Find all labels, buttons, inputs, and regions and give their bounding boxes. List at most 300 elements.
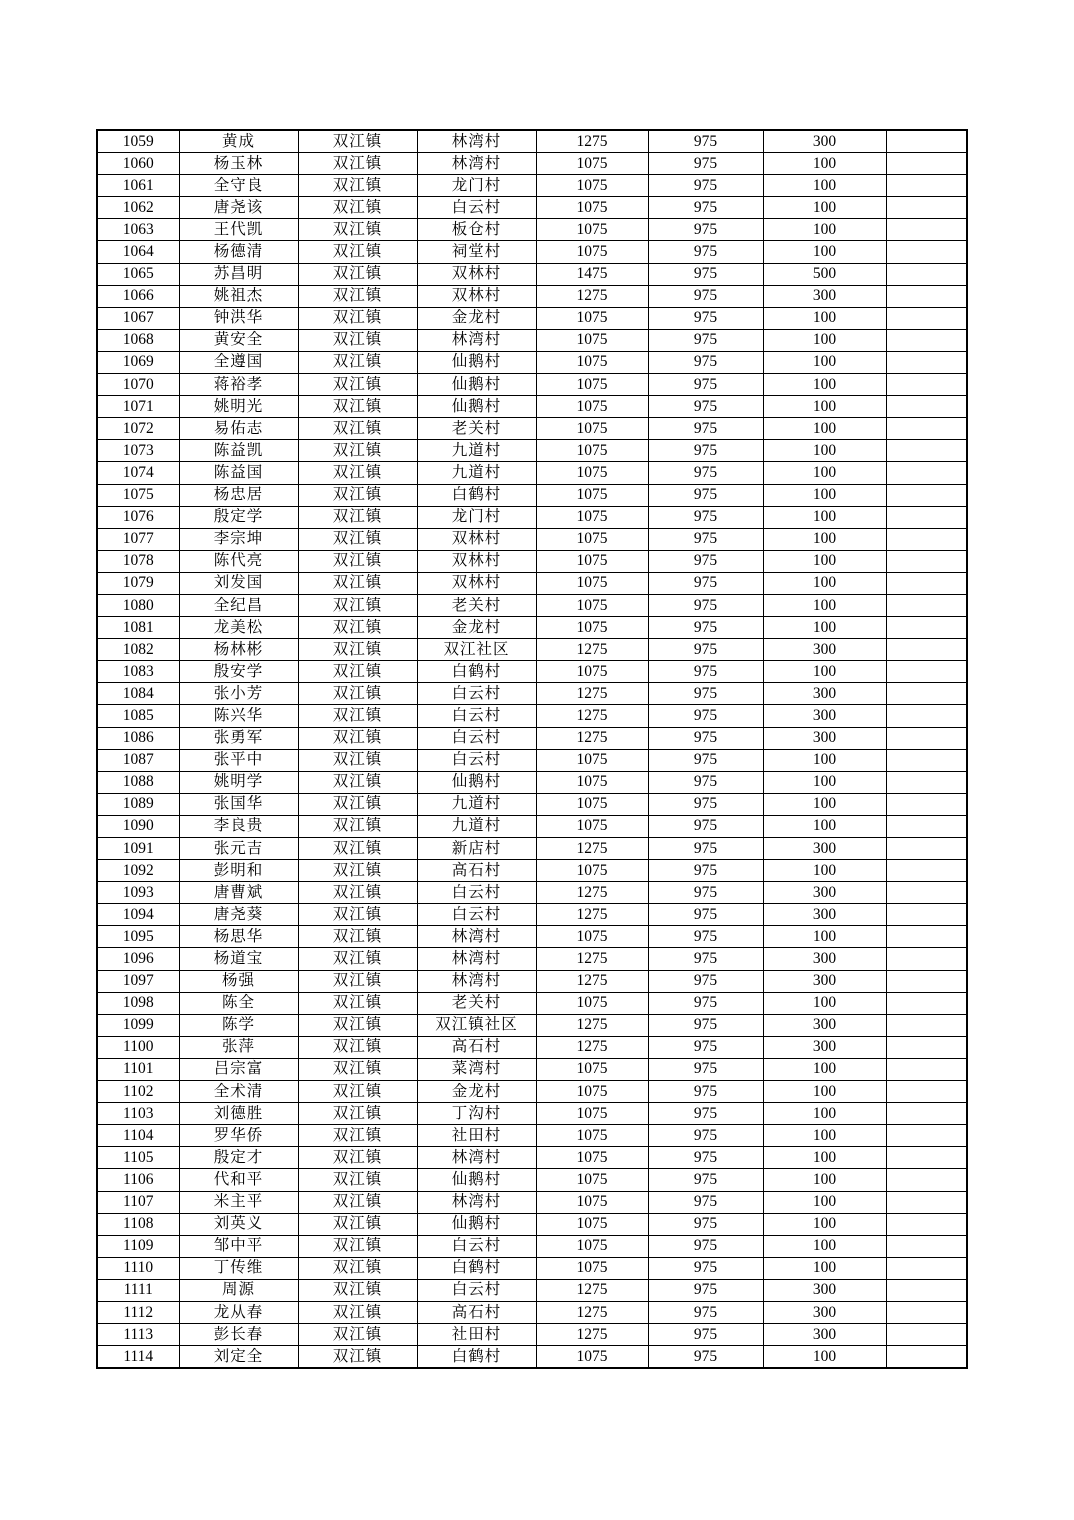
cell-remark bbox=[886, 661, 967, 683]
cell-village: 林湾村 bbox=[417, 1191, 536, 1213]
cell-village: 丁沟村 bbox=[417, 1103, 536, 1125]
cell-index: 1094 bbox=[97, 904, 179, 926]
cell-town: 双江镇 bbox=[298, 440, 417, 462]
cell-village: 仙鹅村 bbox=[417, 396, 536, 418]
cell-name: 姚明学 bbox=[179, 771, 298, 793]
cell-town: 双江镇 bbox=[298, 506, 417, 528]
cell-village: 白鹤村 bbox=[417, 1257, 536, 1279]
cell-amount-total: 1075 bbox=[536, 440, 648, 462]
cell-amount-base: 975 bbox=[648, 661, 763, 683]
cell-amount-total: 1275 bbox=[536, 705, 648, 727]
cell-name: 罗华侨 bbox=[179, 1125, 298, 1147]
cell-index: 1091 bbox=[97, 838, 179, 860]
cell-amount-base: 975 bbox=[648, 506, 763, 528]
table-row bbox=[97, 771, 967, 793]
cell-name: 杨玉林 bbox=[179, 153, 298, 175]
cell-amount-extra: 100 bbox=[763, 1081, 886, 1103]
cell-name: 陈代亮 bbox=[179, 550, 298, 572]
cell-village: 双林村 bbox=[417, 550, 536, 572]
table-row bbox=[97, 374, 967, 396]
table-row bbox=[97, 1058, 967, 1080]
cell-town: 双江镇 bbox=[298, 285, 417, 307]
cell-amount-total: 1075 bbox=[536, 860, 648, 882]
cell-amount-extra: 100 bbox=[763, 484, 886, 506]
table-row bbox=[97, 1346, 967, 1369]
cell-town: 双江镇 bbox=[298, 594, 417, 616]
table-row bbox=[97, 1235, 967, 1257]
cell-index: 1104 bbox=[97, 1125, 179, 1147]
cell-amount-total: 1275 bbox=[536, 285, 648, 307]
cell-amount-extra: 100 bbox=[763, 1169, 886, 1191]
cell-amount-base: 975 bbox=[648, 1147, 763, 1169]
cell-town: 双江镇 bbox=[298, 1125, 417, 1147]
cell-village: 双林村 bbox=[417, 528, 536, 550]
cell-amount-extra: 100 bbox=[763, 175, 886, 197]
cell-village: 老关村 bbox=[417, 992, 536, 1014]
cell-amount-extra: 100 bbox=[763, 661, 886, 683]
cell-village: 老关村 bbox=[417, 418, 536, 440]
cell-amount-total: 1075 bbox=[536, 992, 648, 1014]
cell-remark bbox=[886, 727, 967, 749]
cell-town: 双江镇 bbox=[298, 130, 417, 153]
cell-village: 高石村 bbox=[417, 860, 536, 882]
cell-index: 1076 bbox=[97, 506, 179, 528]
cell-name: 姚明光 bbox=[179, 396, 298, 418]
cell-town: 双江镇 bbox=[298, 1191, 417, 1213]
cell-amount-extra: 100 bbox=[763, 418, 886, 440]
cell-village: 林湾村 bbox=[417, 1147, 536, 1169]
table-row bbox=[97, 175, 967, 197]
cell-village: 高石村 bbox=[417, 1301, 536, 1323]
cell-remark bbox=[886, 1125, 967, 1147]
cell-amount-extra: 300 bbox=[763, 130, 886, 153]
cell-village: 板仓村 bbox=[417, 219, 536, 241]
cell-name: 李宗坤 bbox=[179, 528, 298, 550]
cell-index: 1061 bbox=[97, 175, 179, 197]
cell-index: 1100 bbox=[97, 1036, 179, 1058]
cell-amount-base: 975 bbox=[648, 153, 763, 175]
cell-village: 双江镇社区 bbox=[417, 1014, 536, 1036]
cell-amount-extra: 300 bbox=[763, 1036, 886, 1058]
cell-remark bbox=[886, 440, 967, 462]
cell-village: 白鹤村 bbox=[417, 1346, 536, 1369]
cell-amount-base: 975 bbox=[648, 617, 763, 639]
cell-remark bbox=[886, 1147, 967, 1169]
cell-index: 1112 bbox=[97, 1301, 179, 1323]
cell-index: 1073 bbox=[97, 440, 179, 462]
cell-village: 白云村 bbox=[417, 705, 536, 727]
cell-amount-extra: 100 bbox=[763, 1103, 886, 1125]
cell-amount-total: 1075 bbox=[536, 197, 648, 219]
table-row bbox=[97, 1191, 967, 1213]
cell-amount-total: 1275 bbox=[536, 683, 648, 705]
cell-remark bbox=[886, 838, 967, 860]
cell-index: 1088 bbox=[97, 771, 179, 793]
cell-village: 双林村 bbox=[417, 285, 536, 307]
cell-amount-base: 975 bbox=[648, 1257, 763, 1279]
cell-amount-total: 1275 bbox=[536, 882, 648, 904]
cell-amount-base: 975 bbox=[648, 418, 763, 440]
table-body bbox=[97, 130, 967, 1368]
cell-name: 张元吉 bbox=[179, 838, 298, 860]
cell-remark bbox=[886, 329, 967, 351]
cell-amount-extra: 300 bbox=[763, 904, 886, 926]
cell-name: 刘英义 bbox=[179, 1213, 298, 1235]
cell-name: 张勇军 bbox=[179, 727, 298, 749]
cell-amount-base: 975 bbox=[648, 462, 763, 484]
table-row bbox=[97, 838, 967, 860]
cell-amount-base: 975 bbox=[648, 882, 763, 904]
cell-name: 黄成 bbox=[179, 130, 298, 153]
cell-name: 全术清 bbox=[179, 1081, 298, 1103]
table-row bbox=[97, 1257, 967, 1279]
cell-amount-extra: 100 bbox=[763, 1125, 886, 1147]
cell-name: 蒋裕孝 bbox=[179, 374, 298, 396]
cell-amount-base: 975 bbox=[648, 1324, 763, 1346]
cell-amount-extra: 300 bbox=[763, 882, 886, 904]
cell-amount-base: 975 bbox=[648, 572, 763, 594]
cell-amount-base: 975 bbox=[648, 1235, 763, 1257]
cell-amount-base: 975 bbox=[648, 594, 763, 616]
cell-town: 双江镇 bbox=[298, 1103, 417, 1125]
cell-amount-extra: 100 bbox=[763, 1235, 886, 1257]
cell-name: 张萍 bbox=[179, 1036, 298, 1058]
cell-village: 仙鹅村 bbox=[417, 1213, 536, 1235]
cell-village: 双江社区 bbox=[417, 639, 536, 661]
table-row bbox=[97, 617, 967, 639]
cell-index: 1077 bbox=[97, 528, 179, 550]
cell-index: 1105 bbox=[97, 1147, 179, 1169]
cell-amount-extra: 100 bbox=[763, 440, 886, 462]
cell-town: 双江镇 bbox=[298, 528, 417, 550]
cell-remark bbox=[886, 948, 967, 970]
cell-index: 1108 bbox=[97, 1213, 179, 1235]
cell-index: 1092 bbox=[97, 860, 179, 882]
cell-name: 黄安全 bbox=[179, 329, 298, 351]
cell-amount-extra: 100 bbox=[763, 1191, 886, 1213]
cell-amount-total: 1075 bbox=[536, 1125, 648, 1147]
table-row bbox=[97, 1324, 967, 1346]
cell-name: 刘定全 bbox=[179, 1346, 298, 1369]
cell-remark bbox=[886, 307, 967, 329]
table-row bbox=[97, 462, 967, 484]
cell-amount-base: 975 bbox=[648, 948, 763, 970]
cell-village: 老关村 bbox=[417, 594, 536, 616]
cell-amount-total: 1075 bbox=[536, 594, 648, 616]
cell-amount-extra: 300 bbox=[763, 1324, 886, 1346]
cell-amount-total: 1075 bbox=[536, 749, 648, 771]
cell-amount-extra: 100 bbox=[763, 594, 886, 616]
cell-name: 全守良 bbox=[179, 175, 298, 197]
cell-town: 双江镇 bbox=[298, 374, 417, 396]
cell-amount-extra: 300 bbox=[763, 970, 886, 992]
cell-remark bbox=[886, 153, 967, 175]
cell-index: 1086 bbox=[97, 727, 179, 749]
cell-town: 双江镇 bbox=[298, 1147, 417, 1169]
cell-index: 1060 bbox=[97, 153, 179, 175]
cell-remark bbox=[886, 285, 967, 307]
cell-amount-total: 1075 bbox=[536, 771, 648, 793]
cell-index: 1099 bbox=[97, 1014, 179, 1036]
cell-amount-base: 975 bbox=[648, 970, 763, 992]
cell-name: 杨忠居 bbox=[179, 484, 298, 506]
cell-amount-base: 975 bbox=[648, 263, 763, 285]
cell-amount-base: 975 bbox=[648, 727, 763, 749]
cell-index: 1072 bbox=[97, 418, 179, 440]
cell-amount-base: 975 bbox=[648, 1081, 763, 1103]
table-row bbox=[97, 153, 967, 175]
cell-amount-base: 975 bbox=[648, 1036, 763, 1058]
cell-village: 九道村 bbox=[417, 815, 536, 837]
cell-index: 1102 bbox=[97, 1081, 179, 1103]
cell-index: 1111 bbox=[97, 1279, 179, 1301]
cell-name: 杨强 bbox=[179, 970, 298, 992]
cell-amount-base: 975 bbox=[648, 1103, 763, 1125]
cell-amount-extra: 300 bbox=[763, 1279, 886, 1301]
cell-index: 1065 bbox=[97, 263, 179, 285]
cell-index: 1106 bbox=[97, 1169, 179, 1191]
cell-remark bbox=[886, 926, 967, 948]
cell-remark bbox=[886, 175, 967, 197]
cell-name: 刘德胜 bbox=[179, 1103, 298, 1125]
cell-name: 陈学 bbox=[179, 1014, 298, 1036]
cell-town: 双江镇 bbox=[298, 1279, 417, 1301]
cell-amount-base: 975 bbox=[648, 749, 763, 771]
cell-amount-base: 975 bbox=[648, 329, 763, 351]
cell-amount-total: 1275 bbox=[536, 904, 648, 926]
cell-remark bbox=[886, 263, 967, 285]
table-row bbox=[97, 727, 967, 749]
table-row bbox=[97, 749, 967, 771]
table-row bbox=[97, 683, 967, 705]
cell-village: 九道村 bbox=[417, 462, 536, 484]
cell-amount-extra: 100 bbox=[763, 1147, 886, 1169]
cell-index: 1107 bbox=[97, 1191, 179, 1213]
cell-town: 双江镇 bbox=[298, 175, 417, 197]
cell-remark bbox=[886, 705, 967, 727]
cell-name: 全遵国 bbox=[179, 351, 298, 373]
cell-amount-extra: 100 bbox=[763, 815, 886, 837]
cell-amount-base: 975 bbox=[648, 440, 763, 462]
cell-remark bbox=[886, 1301, 967, 1323]
table-row bbox=[97, 992, 967, 1014]
cell-remark bbox=[886, 992, 967, 1014]
cell-village: 龙门村 bbox=[417, 175, 536, 197]
cell-index: 1067 bbox=[97, 307, 179, 329]
cell-name: 唐曹斌 bbox=[179, 882, 298, 904]
cell-amount-total: 1075 bbox=[536, 1191, 648, 1213]
cell-index: 1078 bbox=[97, 550, 179, 572]
cell-town: 双江镇 bbox=[298, 572, 417, 594]
table-row bbox=[97, 1147, 967, 1169]
cell-town: 双江镇 bbox=[298, 1014, 417, 1036]
cell-town: 双江镇 bbox=[298, 771, 417, 793]
cell-town: 双江镇 bbox=[298, 683, 417, 705]
table-row bbox=[97, 484, 967, 506]
cell-index: 1070 bbox=[97, 374, 179, 396]
cell-village: 金龙村 bbox=[417, 307, 536, 329]
cell-amount-extra: 100 bbox=[763, 219, 886, 241]
cell-village: 林湾村 bbox=[417, 948, 536, 970]
cell-town: 双江镇 bbox=[298, 1235, 417, 1257]
cell-amount-extra: 100 bbox=[763, 153, 886, 175]
cell-name: 龙美松 bbox=[179, 617, 298, 639]
cell-village: 白云村 bbox=[417, 1235, 536, 1257]
cell-amount-base: 975 bbox=[648, 838, 763, 860]
cell-village: 白云村 bbox=[417, 683, 536, 705]
cell-town: 双江镇 bbox=[298, 263, 417, 285]
cell-amount-extra: 500 bbox=[763, 263, 886, 285]
table-row bbox=[97, 1125, 967, 1147]
cell-amount-total: 1075 bbox=[536, 396, 648, 418]
cell-amount-total: 1075 bbox=[536, 1346, 648, 1369]
cell-remark bbox=[886, 130, 967, 153]
cell-name: 代和平 bbox=[179, 1169, 298, 1191]
cell-name: 殷定学 bbox=[179, 506, 298, 528]
cell-amount-extra: 100 bbox=[763, 241, 886, 263]
cell-amount-extra: 100 bbox=[763, 617, 886, 639]
cell-town: 双江镇 bbox=[298, 462, 417, 484]
cell-amount-extra: 100 bbox=[763, 307, 886, 329]
cell-remark bbox=[886, 1169, 967, 1191]
cell-index: 1097 bbox=[97, 970, 179, 992]
cell-town: 双江镇 bbox=[298, 749, 417, 771]
cell-town: 双江镇 bbox=[298, 815, 417, 837]
cell-index: 1062 bbox=[97, 197, 179, 219]
table-row bbox=[97, 705, 967, 727]
cell-village: 林湾村 bbox=[417, 926, 536, 948]
cell-amount-extra: 300 bbox=[763, 683, 886, 705]
cell-town: 双江镇 bbox=[298, 351, 417, 373]
cell-amount-extra: 100 bbox=[763, 374, 886, 396]
cell-amount-extra: 300 bbox=[763, 1014, 886, 1036]
cell-amount-extra: 100 bbox=[763, 528, 886, 550]
cell-amount-total: 1075 bbox=[536, 1147, 648, 1169]
cell-amount-extra: 100 bbox=[763, 1058, 886, 1080]
cell-amount-total: 1075 bbox=[536, 1081, 648, 1103]
cell-name: 殷安学 bbox=[179, 661, 298, 683]
cell-remark bbox=[886, 639, 967, 661]
cell-amount-total: 1075 bbox=[536, 1058, 648, 1080]
table-row bbox=[97, 550, 967, 572]
cell-town: 双江镇 bbox=[298, 1036, 417, 1058]
cell-town: 双江镇 bbox=[298, 484, 417, 506]
cell-remark bbox=[886, 1235, 967, 1257]
cell-town: 双江镇 bbox=[298, 1058, 417, 1080]
cell-amount-base: 975 bbox=[648, 396, 763, 418]
cell-village: 仙鹅村 bbox=[417, 374, 536, 396]
table-row bbox=[97, 1036, 967, 1058]
cell-amount-base: 975 bbox=[648, 1125, 763, 1147]
table-row bbox=[97, 130, 967, 153]
cell-village: 林湾村 bbox=[417, 970, 536, 992]
cell-amount-extra: 100 bbox=[763, 1213, 886, 1235]
cell-amount-extra: 100 bbox=[763, 860, 886, 882]
cell-remark bbox=[886, 793, 967, 815]
cell-index: 1059 bbox=[97, 130, 179, 153]
cell-amount-base: 975 bbox=[648, 197, 763, 219]
cell-name: 米主平 bbox=[179, 1191, 298, 1213]
table-row bbox=[97, 639, 967, 661]
cell-index: 1114 bbox=[97, 1346, 179, 1369]
cell-name: 唐尧葵 bbox=[179, 904, 298, 926]
cell-name: 彭长春 bbox=[179, 1324, 298, 1346]
cell-name: 陈兴华 bbox=[179, 705, 298, 727]
cell-amount-extra: 300 bbox=[763, 727, 886, 749]
cell-amount-total: 1075 bbox=[536, 329, 648, 351]
cell-amount-total: 1275 bbox=[536, 1036, 648, 1058]
cell-index: 1103 bbox=[97, 1103, 179, 1125]
cell-index: 1096 bbox=[97, 948, 179, 970]
cell-village: 白云村 bbox=[417, 727, 536, 749]
cell-name: 杨林彬 bbox=[179, 639, 298, 661]
cell-name: 李良贵 bbox=[179, 815, 298, 837]
cell-remark bbox=[886, 197, 967, 219]
cell-remark bbox=[886, 241, 967, 263]
cell-village: 新店村 bbox=[417, 838, 536, 860]
cell-remark bbox=[886, 1346, 967, 1369]
cell-amount-base: 975 bbox=[648, 550, 763, 572]
cell-remark bbox=[886, 484, 967, 506]
cell-index: 1075 bbox=[97, 484, 179, 506]
cell-remark bbox=[886, 572, 967, 594]
cell-index: 1063 bbox=[97, 219, 179, 241]
cell-name: 周源 bbox=[179, 1279, 298, 1301]
cell-amount-extra: 100 bbox=[763, 1257, 886, 1279]
cell-amount-base: 975 bbox=[648, 1191, 763, 1213]
table-row bbox=[97, 970, 967, 992]
cell-index: 1098 bbox=[97, 992, 179, 1014]
cell-amount-base: 975 bbox=[648, 815, 763, 837]
cell-amount-total: 1075 bbox=[536, 351, 648, 373]
cell-amount-base: 975 bbox=[648, 374, 763, 396]
cell-remark bbox=[886, 815, 967, 837]
cell-town: 双江镇 bbox=[298, 219, 417, 241]
cell-remark bbox=[886, 550, 967, 572]
cell-amount-total: 1075 bbox=[536, 1169, 648, 1191]
cell-index: 1110 bbox=[97, 1257, 179, 1279]
table-row bbox=[97, 1014, 967, 1036]
cell-amount-extra: 300 bbox=[763, 1301, 886, 1323]
cell-village: 白鹤村 bbox=[417, 661, 536, 683]
cell-amount-total: 1275 bbox=[536, 970, 648, 992]
cell-amount-total: 1075 bbox=[536, 1103, 648, 1125]
cell-town: 双江镇 bbox=[298, 926, 417, 948]
cell-amount-total: 1275 bbox=[536, 1324, 648, 1346]
cell-remark bbox=[886, 617, 967, 639]
cell-index: 1068 bbox=[97, 329, 179, 351]
cell-index: 1095 bbox=[97, 926, 179, 948]
cell-amount-base: 975 bbox=[648, 771, 763, 793]
table-row bbox=[97, 1103, 967, 1125]
cell-amount-base: 975 bbox=[648, 926, 763, 948]
cell-remark bbox=[886, 462, 967, 484]
cell-remark bbox=[886, 396, 967, 418]
cell-amount-total: 1275 bbox=[536, 1014, 648, 1036]
cell-name: 姚祖杰 bbox=[179, 285, 298, 307]
cell-amount-extra: 300 bbox=[763, 948, 886, 970]
cell-remark bbox=[886, 904, 967, 926]
table-row bbox=[97, 396, 967, 418]
cell-village: 仙鹅村 bbox=[417, 771, 536, 793]
cell-name: 张小芳 bbox=[179, 683, 298, 705]
cell-amount-base: 975 bbox=[648, 175, 763, 197]
cell-index: 1084 bbox=[97, 683, 179, 705]
table-row bbox=[97, 882, 967, 904]
cell-remark bbox=[886, 1058, 967, 1080]
cell-name: 杨德清 bbox=[179, 241, 298, 263]
cell-name: 钟洪华 bbox=[179, 307, 298, 329]
